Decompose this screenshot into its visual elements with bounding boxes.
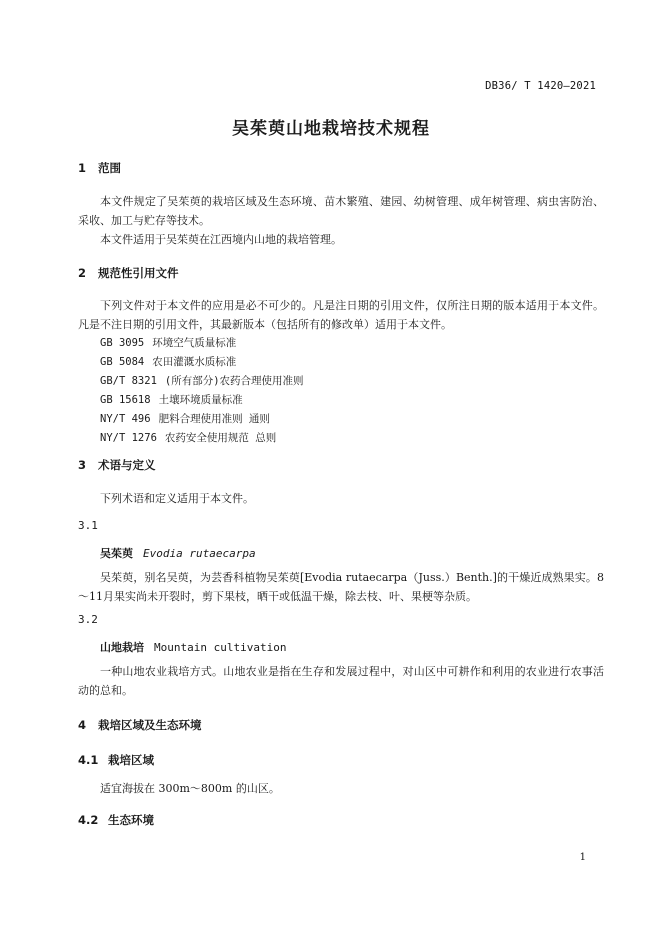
section-number: 2 <box>78 266 87 280</box>
reference-name: (所有部分)农药合理使用准则 <box>164 375 304 387</box>
subsection-number: 4.1 <box>78 753 99 767</box>
section-title: 规范性引用文件 <box>98 266 179 280</box>
reference-name: 肥料合理使用准则 通则 <box>158 413 270 425</box>
term-zh: 山地栽培 <box>100 641 144 654</box>
paragraph: 下列术语和定义适用于本文件。 <box>100 492 254 505</box>
reference-code: NY/T 1276 <box>100 432 157 444</box>
paragraph: 下列文件对于本文件的应用是必不可少的。凡是注日期的引用文件，仅所注日期的版本适用于本文件。凡是不注日期的引用文件，其最新版本（包括所有的修改单）适用于本文件。 <box>78 299 604 331</box>
section-title: 范围 <box>98 161 121 175</box>
page-number: 1 <box>579 852 586 863</box>
section-2-heading <box>78 265 179 281</box>
section-1-heading <box>78 160 121 176</box>
reference-item <box>100 429 276 448</box>
subsection-title: 生态环境 <box>108 813 154 827</box>
section-3-heading <box>78 457 156 473</box>
section-4-heading <box>78 717 202 733</box>
reference-name: 环境空气质量标准 <box>152 337 237 349</box>
clause-number: 3.1 <box>78 519 98 532</box>
reference-code: GB 3095 <box>100 337 145 349</box>
term-definition: 吴茱萸，别名吴萸，为芸香科植物吴茱萸[Evodia rutaecarpa（Juss.）Benth.]的干燥近成熟果实。8～11月果实尚未开裂时，剪下果枝，晒干或低温干燥，除去枝、叶、果梗等杂质。 <box>78 571 604 603</box>
paragraph: 适宜海拔在 300m～800m 的山区。 <box>100 782 280 795</box>
subsection-title: 栽培区域 <box>108 753 154 767</box>
subsection-number: 4.2 <box>78 813 99 827</box>
reference-item <box>100 391 243 410</box>
section-number: 1 <box>78 161 87 175</box>
term-entry <box>100 639 286 655</box>
reference-item <box>100 334 236 353</box>
term-en: Evodia rutaecarpa <box>143 547 256 560</box>
reference-name: 农田灌溉水质标准 <box>152 356 237 368</box>
term-entry <box>100 545 256 561</box>
section-title: 术语与定义 <box>98 458 156 472</box>
section-number: 4 <box>78 718 87 732</box>
section-title: 栽培区域及生态环境 <box>98 718 202 732</box>
reference-code: GB/T 8321 <box>100 375 157 387</box>
subsection-4-2-heading <box>78 812 154 828</box>
reference-item <box>100 372 304 391</box>
paragraph: 本文件适用于吴茱萸在江西境内山地的栽培管理。 <box>100 233 342 246</box>
section-number: 3 <box>78 458 87 472</box>
term-en: Mountain cultivation <box>154 641 287 654</box>
clause-number: 3.2 <box>78 613 98 626</box>
reference-code: NY/T 496 <box>100 413 151 425</box>
paragraph: 本文件规定了吴茱萸的栽培区域及生态环境、苗木繁殖、建园、幼树管理、成年树管理、病虫害防治、采收、加工与贮存等技术。 <box>78 195 604 227</box>
document-title: 吴茱萸山地栽培技术规程 <box>232 119 430 139</box>
term-definition: 一种山地农业栽培方式。山地农业是指在生存和发展过程中，对山区中可耕作和利用的农业进行农事活动的总和。 <box>78 665 604 697</box>
document-code: DB36/ T 1420—2021 <box>485 80 596 92</box>
reference-code: GB 5084 <box>100 356 145 368</box>
reference-item <box>100 410 270 429</box>
subsection-4-1-heading <box>78 752 154 768</box>
reference-item <box>100 353 236 372</box>
reference-name: 土壤环境质量标准 <box>158 394 243 406</box>
reference-code: GB 15618 <box>100 394 151 406</box>
reference-name: 农药安全使用规范 总则 <box>164 432 277 444</box>
term-zh: 吴茱萸 <box>100 547 133 560</box>
